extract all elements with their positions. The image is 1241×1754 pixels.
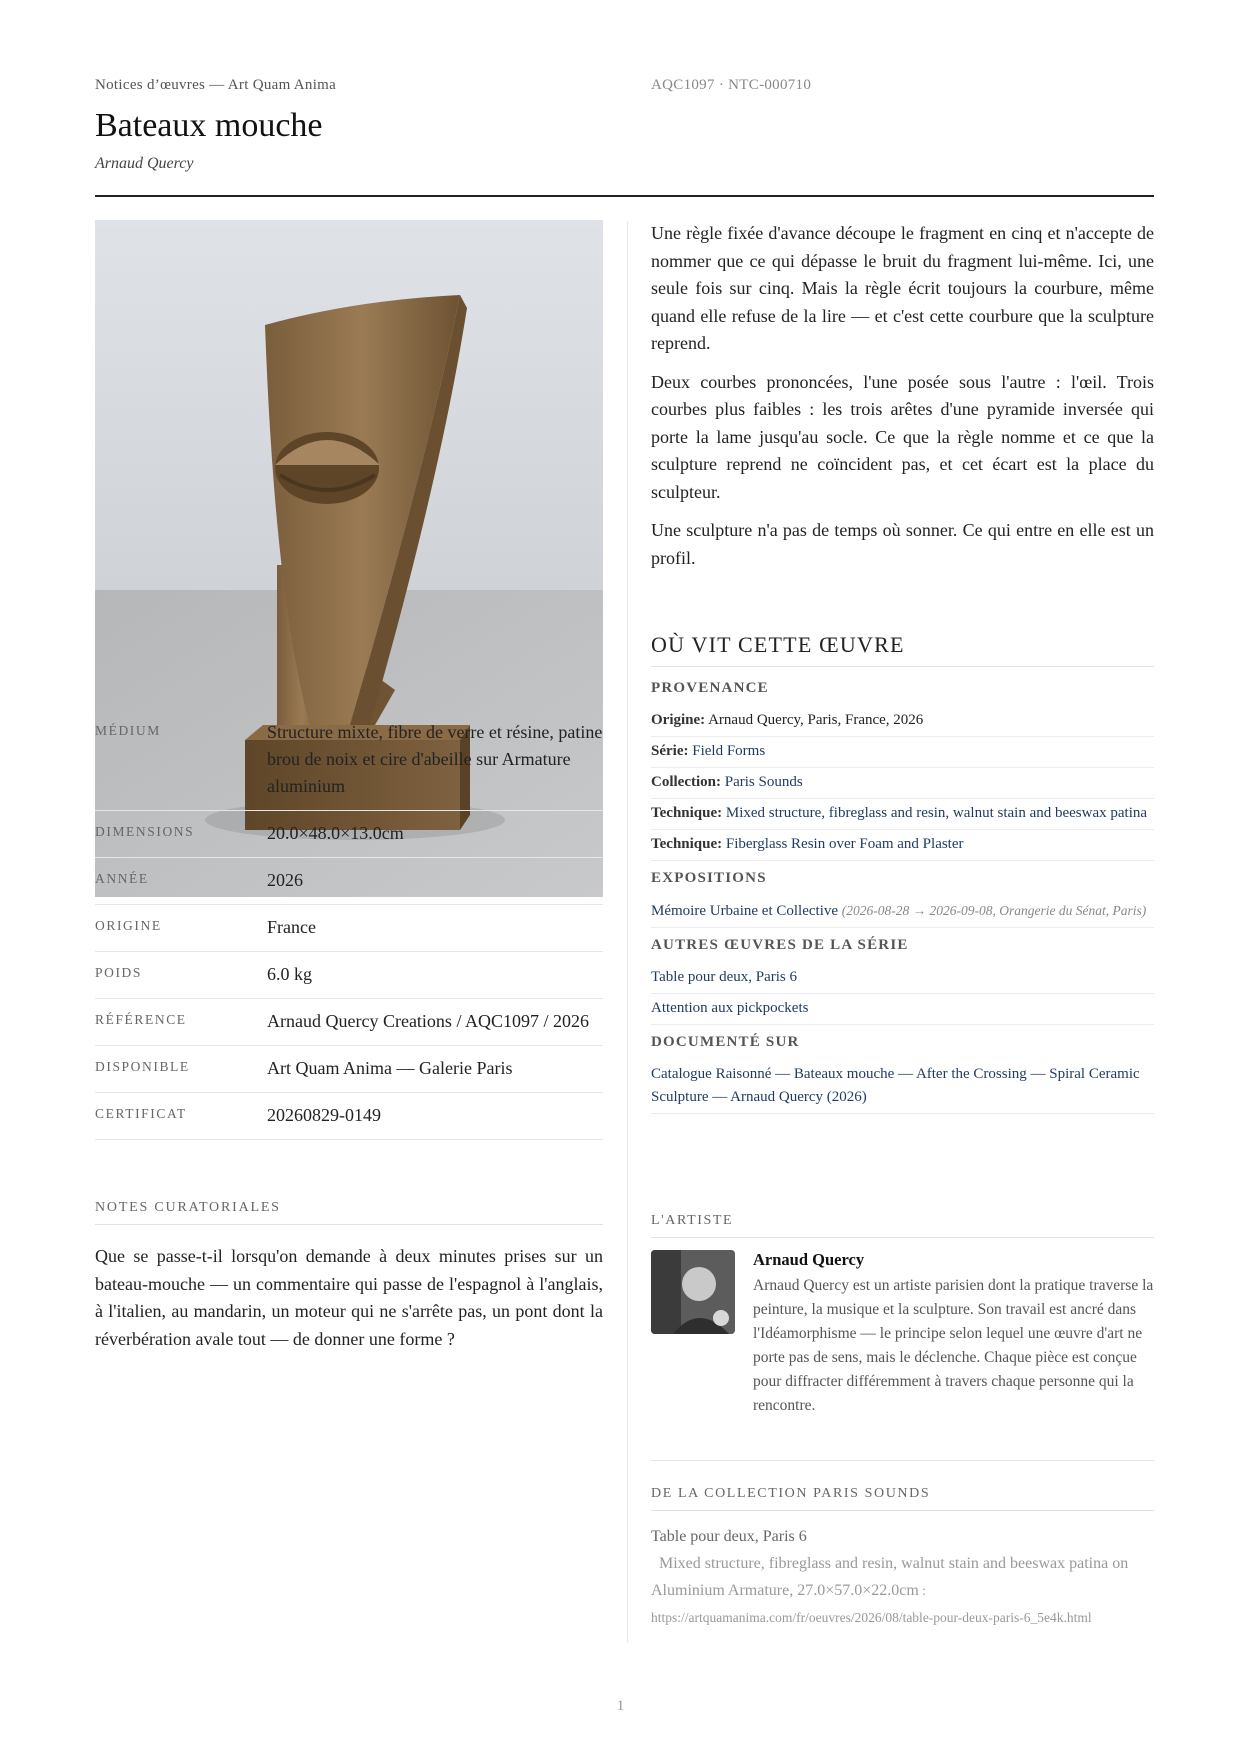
artist-portrait (651, 1250, 735, 1334)
spec-value: France (267, 917, 316, 937)
collection-link[interactable]: Paris Sounds (724, 774, 803, 790)
essay-paragraph: Une règle fixée d'avance découpe le fragment en cinq et n'accepte de nommer que ce qui dépasse le bruit du fragment lui-même. Ici, une seule fois sur cinq. Mais la règle écrit toujours la courbure, même quand elle refuse de la lire — et c'est cette courbure que la sculpture reprend. (651, 223, 1154, 353)
collection-divider (651, 1460, 1154, 1461)
page-title: Bateaux mouche (95, 107, 323, 144)
provenance-value: Arnaud Quercy, Paris, France, 2026 (708, 712, 924, 728)
spec-label: POIDS (95, 965, 143, 980)
spec-row (95, 811, 603, 858)
provenance-row (651, 706, 1154, 737)
essay-paragraph: Une sculpture n'a pas de temps où sonner. Ce qui entre en elle est un profil. (651, 520, 1154, 568)
series-work-row (651, 994, 1154, 1025)
column-divider (627, 222, 628, 1642)
where-section (651, 680, 1154, 1123)
exposition-row (651, 896, 1154, 928)
exposition-link[interactable]: Mémoire Urbaine et Collective (651, 903, 839, 919)
series-heading: AUTRES ŒUVRES DE LA SÉRIE (651, 937, 909, 953)
collection-item-desc: Mixed structure, fibreglass and resin, walnut stain and beeswax patina on Aluminium Armature, 27.0×57.0×22.0cm (651, 1555, 1129, 1599)
documented-row (651, 1060, 1154, 1114)
collection-heading: DE LA COLLECTION PARIS SOUNDS (651, 1486, 1154, 1511)
series-link[interactable]: Field Forms (692, 743, 766, 759)
spec-row (95, 905, 603, 952)
artist-info (753, 1250, 1154, 1418)
collection-item-sep: : (918, 1583, 926, 1598)
provenance-heading: PROVENANCE (651, 680, 769, 696)
avatar (651, 1250, 735, 1334)
spec-label: MÉDIUM (95, 723, 161, 738)
specs-table (95, 710, 603, 1140)
artist-name: Arnaud Quercy (753, 1250, 865, 1269)
series-work-link[interactable]: Attention aux pickpockets (651, 1000, 809, 1016)
provenance-label: Technique: (651, 836, 723, 852)
provenance-row (651, 830, 1154, 861)
spec-row (95, 710, 603, 811)
provenance-label: Série: (651, 743, 689, 759)
page-number: 1 (616, 1698, 625, 1714)
technique-link[interactable]: Fiberglass Resin over Foam and Plaster (725, 836, 964, 852)
spec-row (95, 1046, 603, 1093)
publication-name: Notices d’œuvres — Art Quam Anima (95, 77, 337, 93)
exposition-meta: (2026-08-28 → 2026-09-08, Orangerie du Sénat, Paris) (841, 903, 1147, 918)
spec-row (95, 999, 603, 1046)
provenance-label: Origine: (651, 712, 706, 728)
spec-label: ORIGINE (95, 918, 162, 933)
essay-paragraph: Deux courbes prononcées, l'une posée sous l'autre : l'œil. Trois courbes plus faibles : les trois arêtes d'une pyramide inversée qui porte la lame jusqu'au socle. Ce que la règle nomme et ce que la sculpture reprend ne coïncident pas, et cet écart est la place du sculpteur. (651, 371, 1154, 502)
series-group (651, 937, 1154, 1025)
documented-heading: DOCUMENTÉ SUR (651, 1034, 800, 1050)
spec-row (95, 1093, 603, 1140)
spec-label: DISPONIBLE (95, 1059, 190, 1074)
reference-code: AQC1097 · NTC-000710 (651, 77, 812, 93)
documented-group (651, 1034, 1154, 1114)
collection-item-title: Table pour deux, Paris 6 (651, 1528, 807, 1545)
spec-label: RÉFÉRENCE (95, 1012, 187, 1027)
header-bar (95, 77, 1154, 94)
catalogue-link[interactable]: Catalogue Raisonné — Bateaux mouche — After the Crossing — Spiral Ceramic Sculpture — Arnaud Quercy (2026) (651, 1066, 1140, 1105)
curatorial-text: Que se passe-t-il lorsqu'on demande à deux minutes prises sur un bateau-mouche — un commentaire qui passe de l'espagnol à l'anglais, à l'italien, au mandarin, un moteur qui ne s'arrête pas, un pont dont la réverbération avale tout — de donner une forme ? (95, 1246, 603, 1349)
expositions-group (651, 870, 1154, 928)
technique-link[interactable]: Mixed structure, fibreglass and resin, walnut stain and beeswax patina (725, 805, 1148, 821)
expositions-heading: EXPOSITIONS (651, 870, 767, 886)
spec-row (95, 952, 603, 999)
where-section-title: OÙ VIT CETTE ŒUVRE (651, 632, 1154, 667)
spec-label: CERTIFICAT (95, 1106, 187, 1121)
artist-subtitle: Arnaud Quercy (95, 155, 194, 172)
essay (651, 220, 1154, 583)
header-divider (95, 195, 1154, 197)
spec-value: 20260829-0149 (267, 1105, 381, 1125)
spec-value: Structure mixte, fibre de verre et résine, patine brou de noix et cire d'abeille sur Armature aluminium (267, 722, 603, 796)
provenance-label: Technique: (651, 805, 723, 821)
provenance-group (651, 680, 1154, 861)
collection-item-url[interactable]: https://artquamanima.com/fr/oeuvres/2026/08/table-pour-deux-paris-6_5e4k.html (651, 1610, 1092, 1625)
spec-value: 2026 (267, 870, 303, 890)
artist-bio: Arnaud Quercy est un artiste parisien dont la pratique traverse la peinture, la musique et la sculpture. Son travail est ancré dans l'Idéamorphisme — le principe selon lequel une œuvre d'art ne porte pas de sens, mais le déclenche. Chaque pièce est conçue pour diffracter différemment à travers chaque personne qui la rencontre. (753, 1277, 1154, 1414)
spec-value: Art Quam Anima — Galerie Paris (267, 1058, 513, 1078)
curatorial-heading: NOTES CURATORIALES (95, 1200, 603, 1225)
provenance-row (651, 768, 1154, 799)
provenance-row (651, 799, 1154, 830)
spec-row (95, 858, 603, 905)
collection-item (651, 1523, 1154, 1631)
series-work-row (651, 963, 1154, 994)
spec-value: 6.0 kg (267, 964, 312, 984)
provenance-label: Collection: (651, 774, 721, 790)
provenance-row (651, 737, 1154, 768)
spec-value: Arnaud Quercy Creations / AQC1097 / 2026 (267, 1011, 589, 1031)
artist-heading: L'ARTISTE (651, 1213, 1154, 1238)
spec-label: ANNÉE (95, 871, 149, 886)
spec-label: DIMENSIONS (95, 824, 195, 839)
spec-value: 20.0×48.0×13.0cm (267, 823, 404, 843)
series-work-link[interactable]: Table pour deux, Paris 6 (651, 969, 798, 985)
